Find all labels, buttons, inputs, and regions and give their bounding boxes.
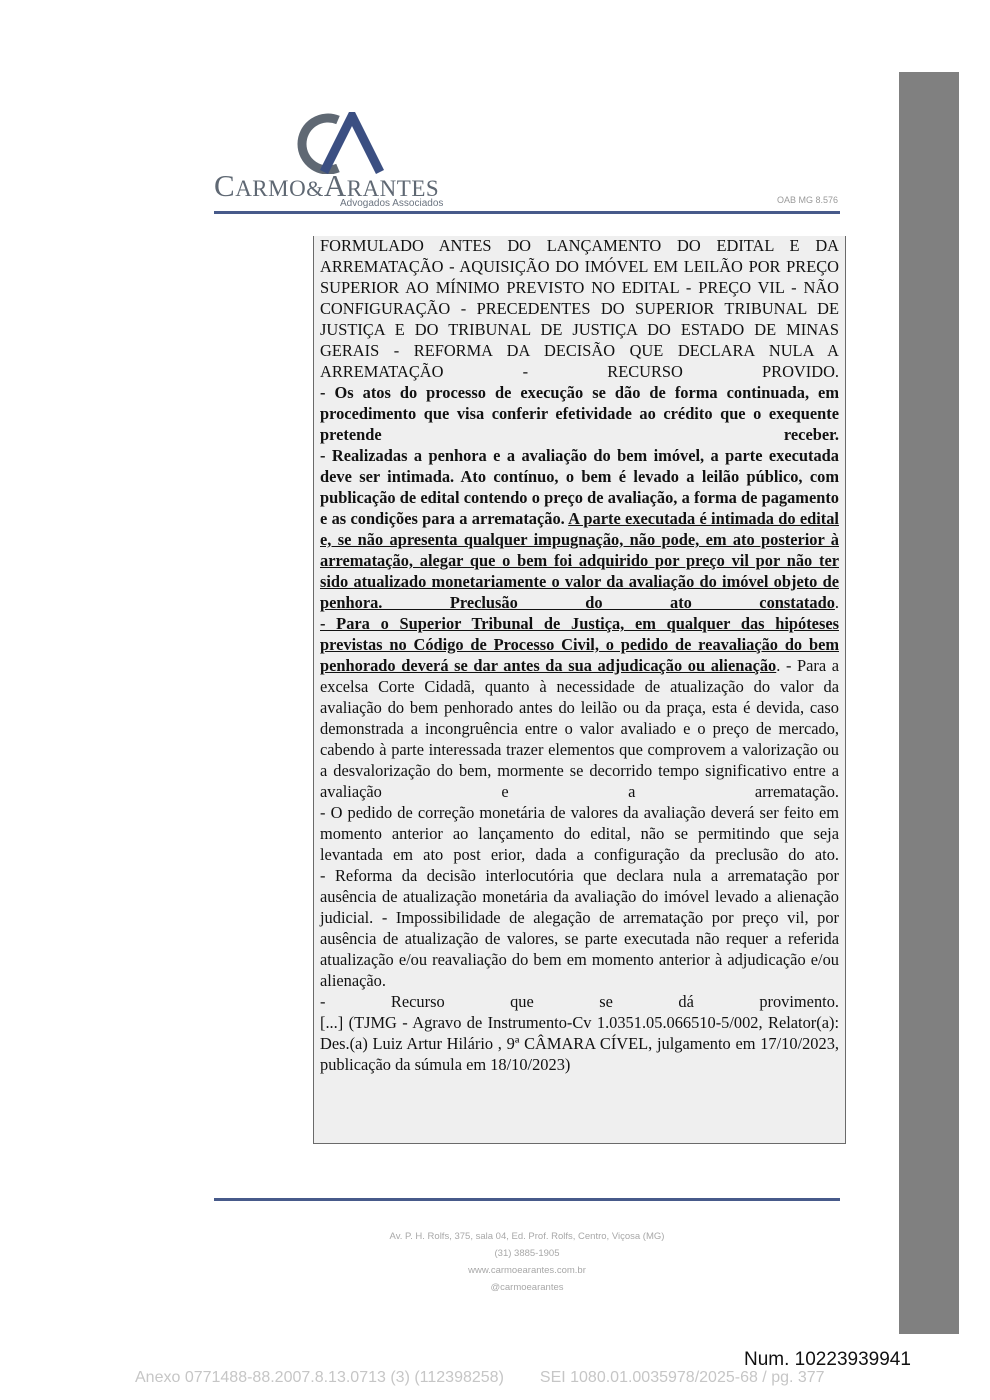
quote-paragraph-appeal: - Recurso que se dá provimento. [320,992,839,1011]
footer-website: www.carmoearantes.com.br [468,1265,586,1276]
footer-divider [214,1198,840,1201]
quote-paragraph-auction [320,445,839,613]
annex-reference: Anexo 0771488-88.2007.8.13.0713 (3) (112398258) [135,1369,504,1386]
header-divider [214,211,840,214]
footer-social: @carmoearantes [490,1282,564,1293]
stj-underlined-text: - Para o Superior Tribunal de Justiça, em qualquer das hipóteses previstas no Código de Processo Civil, o pedido de reavaliação do bem penhorado deverá se dar antes da sua adjudicação ou alienação [320,614,839,675]
page-side-bar [899,72,959,1334]
firm-logo [214,108,474,214]
stj-rest-text: . - Para a excelsa Corte Cidadã, quanto à necessidade de atualização do valor da avaliação do bem penhorado antes do leilão ou da praça, esta é devida, caso demonstrada a incongruência entre o valor avaliado e o preço de mercado, cabendo à parte interessada trazer elementos que comprovem a valorização ou a desvalorização do bem, mormente se decorrido tempo significativo entre a avaliação e a arrematação. [320,656,840,801]
quote-paragraph-reform: - Reforma da decisão interlocutória que declara nula a arrematação por ausência de atualização monetária da avaliação do imóvel levado a alienação judicial. - Impossibilidade de alegação de arrematação por preço vil, por ausência de atualização de valores, se parte executada não requer a referida atualização e/ou reavaliação do bem em momento anterior à adjudicação e/ou alienação. [320,866,839,990]
jurisprudence-quote [320,235,839,1075]
auction-period: . [834,593,839,612]
brand-name: CARMO&ARANTES [214,168,440,203]
oab-registration: OAB MG 8.576 [776,195,838,205]
quote-citation: [...] (TJMG - Agravo de Instrumento-Cv 1.0351.05.066510-5/002, Relator(a): Des.(a) Luiz Artur Hilário , 9ª CÂMARA CÍVEL, julgamento em 17/10/2023, publicação da súmula em 18/10/2023) [320,1013,839,1074]
auction-underlined-text: A parte executada é intimada do edital e, se não apresenta qualquer impugnação, não pode, em ato posterior à arrematação, alegar que o bem foi adquirido por preço vil por não ter sido atualizado monetariamente o valor da avaliação do imóvel objeto de penhora. Preclusão do ato constatado [320,509,839,612]
footer-address: Av. P. H. Rolfs, 375, sala 04, Ed. Prof. Rolfs, Centro, Viçosa (MG) [389,1231,665,1242]
footer-phone: (31) 3885-1905 [494,1248,560,1259]
ca-monogram-icon [294,112,384,174]
document-number: Num. 10223939941 [744,1349,911,1370]
quote-paragraph-execution: - Os atos do processo de execução se dão de forma continuada, em procedimento que visa conferir efetividade ao crédito que o exequente pretende receber. [320,383,839,444]
quote-paragraph-stj [320,613,839,802]
annex-stamp [135,1369,825,1387]
auction-bold-text: - Realizadas a penhora e a avaliação do bem imóvel, a parte executada deve ser intimada. Ato contínuo, o bem é levado a leilão público, com publicação de edital contendo o preço de avaliação, a forma de pagamento e as condições para a arrematação. [320,446,839,528]
brand-tagline: Advogados Associados [340,198,444,209]
footer-contact [214,1228,840,1296]
sei-reference: SEI 1080.01.0035978/2025-68 / pg. 377 [539,1369,825,1386]
quote-paragraph-correction: - O pedido de correção monetária de valores da avaliação deverá ser feito em momento anterior ao lançamento do edital, não se permitindo que seja levantada em ato post erior, dada a configuração da preclusão do ato. [320,803,839,864]
quote-paragraph-headnote: FORMULADO ANTES DO LANÇAMENTO DO EDITAL E DA ARREMATAÇÃO - AQUISIÇÃO DO IMÓVEL EM LEILÃO POR PREÇO SUPERIOR AO MÍNIMO PREVISTO NO EDITAL - PREÇO VIL - NÃO CONFIGURAÇÃO - PRECEDENTES DO SUPERIOR TRIBUNAL DE JUSTIÇA E DO TRIBUNAL DE JUSTIÇA DO ESTADO DE MINAS GERAIS - REFORMA DA DECISÃO QUE DECLARA NULA A ARREMATAÇÃO - RECURSO PROVIDO. [320,236,839,381]
